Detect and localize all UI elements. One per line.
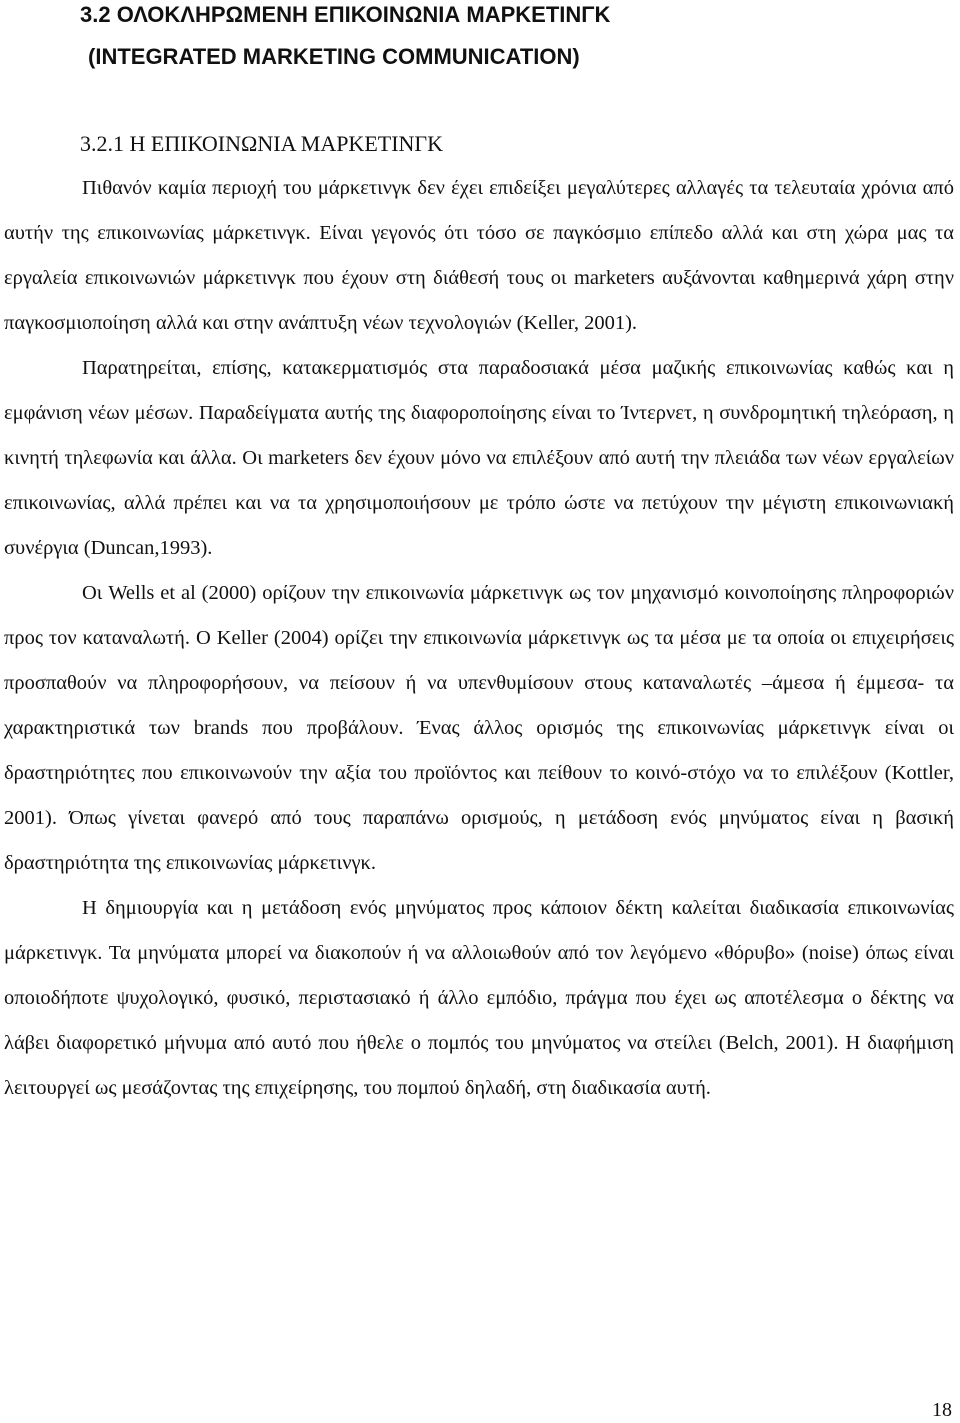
section-heading: 3.2 ΟΛΟΚΛΗΡΩΜΕΝΗ ΕΠΙΚΟΙΝΩΝΙΑ ΜΑΡΚΕΤΙΝΓΚ (80, 2, 611, 27)
paragraph-communication-process: Η δημιουργία και η μετάδοση ενός μηνύματος προς κάποιον δέκτη καλείται διαδικασία επικοινωνίας μάρκετινγκ. Τα μηνύματα μπορεί να διακοπούν ή να αλλοιωθούν από τον λεγόμενο «θόρυβο» (noise) όπως είναι οποιοδήποτε ψυχολογικό, φυσικό, περιστασιακό ή άλλο εμπόδιο, πράγμα που έχει ως αποτέλεσμα ο δέκτης να λάβει διαφορετικό μήνυμα από αυτό που ήθελε ο πομπός του μηνύματος να στείλει (Belch, 2001). Η διαφήμιση λειτουργεί ως μεσάζοντας της επιχείρησης, του πομπού δηλαδή, στη διαδικασία αυτή. (4, 897, 954, 1099)
paragraph-fragmentation: Παρατηρείται, επίσης, κατακερματισμός στα παραδοσιακά μέσα μαζικής επικοινωνίας καθώς και η εμφάνιση νέων μέσων. Παραδείγματα αυτής της διαφοροποίησης είναι το Ίντερνετ, η συνδρομητική τηλεόραση, η κινητή τηλεφωνία και άλλα. Οι marketers δεν έχουν μόνο να επιλέξουν από αυτή την πλειάδα των νέων εργαλείων επικοινωνίας, αλλά πρέπει και να τα χρησιμοποιήσουν με τρόπο ώστε να πετύχουν την μέγιστη επικοινωνιακή συνέργια (Duncan,1993). (4, 357, 954, 559)
page-number: 18 (932, 1399, 952, 1421)
paragraph-definitions: Οι Wells et al (2000) ορίζουν την επικοινωνία μάρκετινγκ ως τον μηχανισμό κοινοποίησης πληροφοριών προς τον καταναλωτή. Ο Keller (2004) ορίζει την επικοινωνία μάρκετινγκ ως τα μέσα με τα οποία οι επιχειρήσεις προσπαθούν να πληροφορήσουν, να πείσουν ή να υπενθυμίσουν στους καταναλωτές –άμεσα ή έμμεσα- τα χαρακτηριστικά των brands που προβάλουν. Ένας άλλος ορισμός της επικοινωνίας μάρκετινγκ είναι οι δραστηριότητες που επικοινωνούν την αξία του προϊόντος και πείθουν το κοινό-στόχο να το επιλέξουν (Kottler, 2001). Όπως γίνεται φανερό από τους παραπάνω ορισμούς, η μετάδοση ενός μηνύματος είναι η βασική δραστηριότητα της επικοινωνίας μάρκετινγκ. (4, 582, 954, 874)
subsection-heading: 3.2.1 Η ΕΠΙΚΟΙΝΩΝΙΑ ΜΑΡΚΕΤΙΝΓΚ (80, 131, 444, 156)
section-heading-english: (INTEGRATED MARKETING COMMUNICATION) (88, 44, 580, 69)
paragraph-intro: Πιθανόν καμία περιοχή του μάρκετινγκ δεν έχει επιδείξει μεγαλύτερες αλλαγές τα τελευταία χρόνια από αυτήν της επικοινωνίας μάρκετινγκ. Είναι γεγονός ότι τόσο σε παγκόσμιο επίπεδο αλλά και στη χώρα μας τα εργαλεία επικοινωνιών μάρκετινγκ που έχουν στη διάθεσή τους οι marketers αυξάνονται καθημερινά χάρη στην παγκοσμιοποίηση αλλά και στην ανάπτυξη νέων τεχνολογιών (Keller, 2001). (4, 177, 954, 334)
body-text (4, 166, 954, 1111)
